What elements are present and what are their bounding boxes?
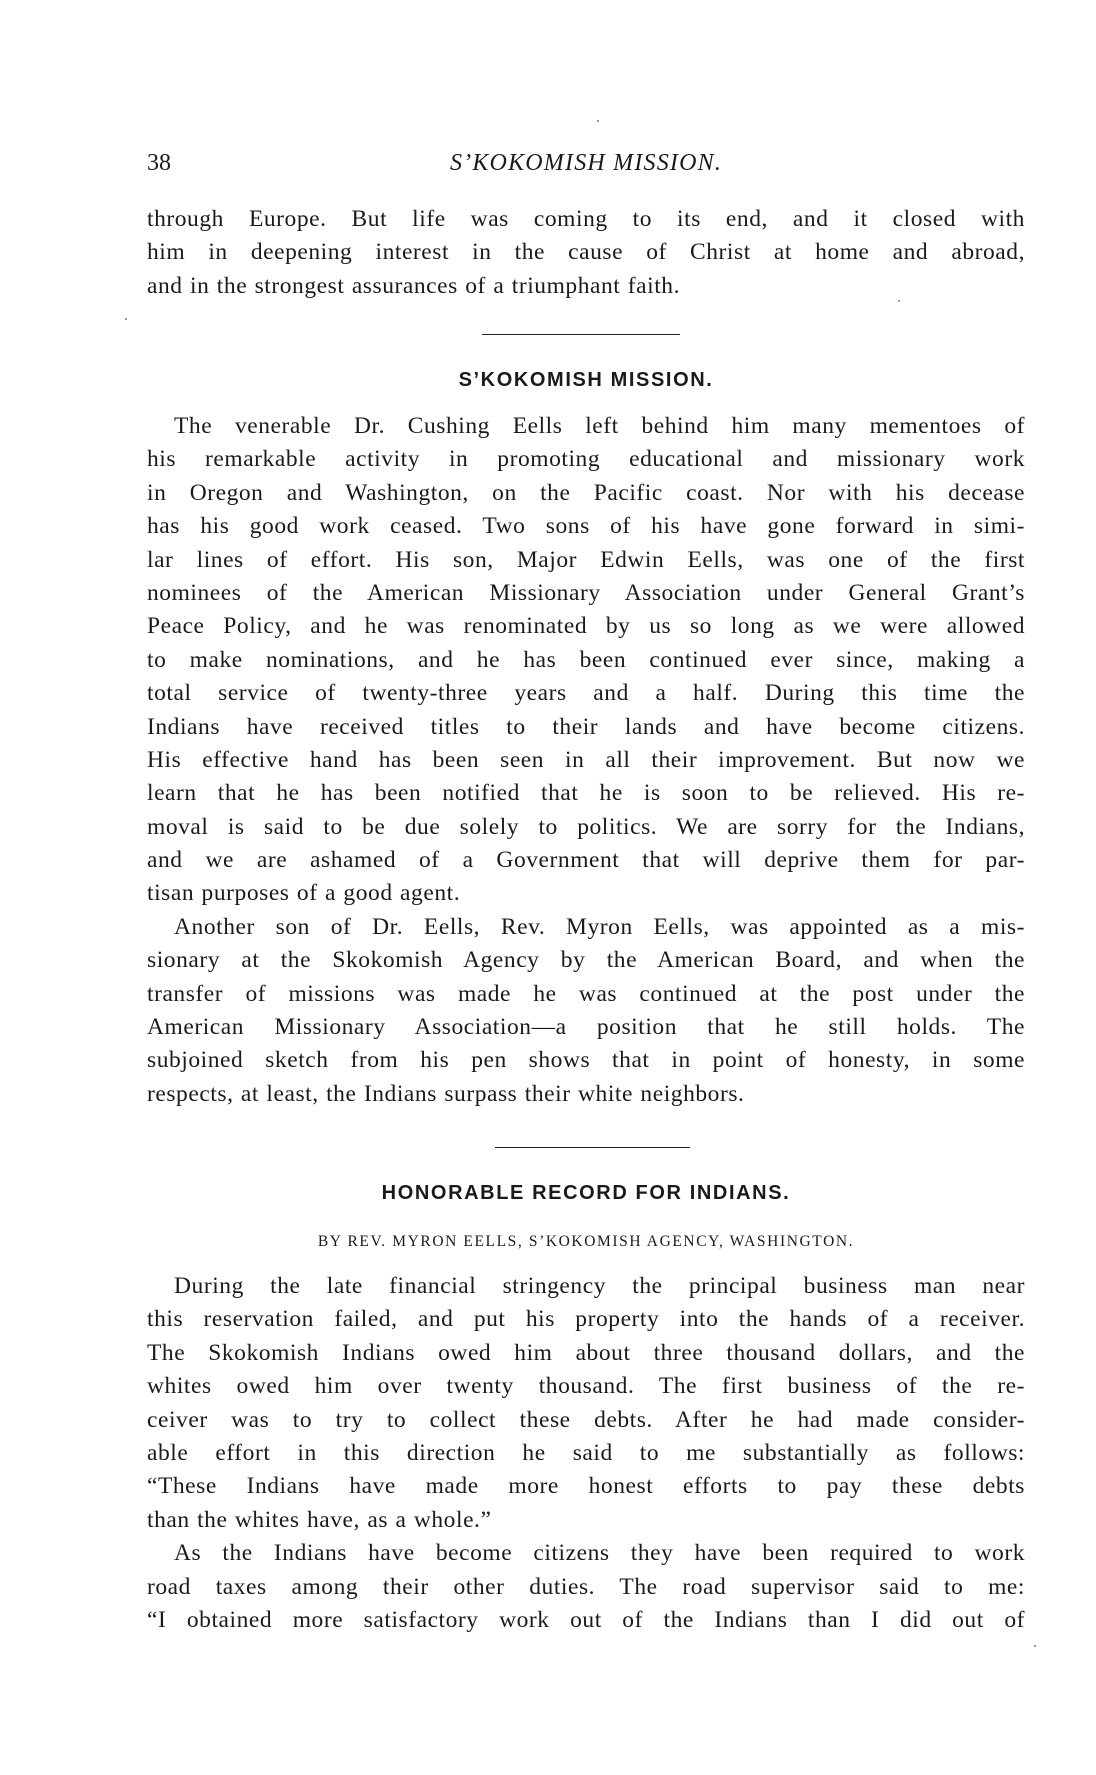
section-heading-honorable-record: HONORABLE RECORD FOR INDIANS.	[381, 1182, 791, 1204]
text-line: “I obtained more satisfactory work out of the Indians than I did out of	[147, 1606, 1025, 1633]
text-line: sionary at the Skokomish Agency by the American Board, and when the	[147, 947, 1025, 974]
text-line: and in the strongest assurances of a triumphant faith.	[147, 272, 681, 299]
text-line: moval is said to be due solely to politics. We are sorry for the Indians,	[147, 813, 1025, 840]
text-line: His effective hand has been seen in all their improvement. But now we	[147, 746, 1025, 773]
text-line: whites owed him over twenty thousand. The first business of the re-	[147, 1373, 1025, 1400]
section-divider	[482, 334, 680, 335]
text-line: his remarkable activity in promoting educational and missionary work	[147, 446, 1025, 473]
text-line: able effort in this direction he said to me substantially as follows:	[147, 1439, 1025, 1466]
scan-speck	[1034, 1645, 1036, 1647]
text-line: this reservation failed, and put his property into the hands of a receiver.	[147, 1306, 1025, 1333]
text-line: Another son of Dr. Eells, Rev. Myron Eells, was appointed as a mis-	[174, 913, 1025, 940]
text-line: total service of twenty-three years and a half. During this time the	[147, 680, 1025, 707]
text-line: transfer of missions was made he was continued at the post under the	[147, 980, 1025, 1007]
text-line: As the Indians have become citizens they have been required to work	[174, 1540, 1025, 1567]
text-line: “These Indians have made more honest efforts to pay these debts	[147, 1473, 1025, 1500]
scan-speck	[898, 300, 900, 302]
section-2-paragraphs	[147, 1270, 1025, 1637]
article-byline: BY REV. MYRON EELLS, S’KOKOMISH AGENCY, WASHINGTON.	[317, 1233, 855, 1250]
text-line: road taxes among their other duties. The road supervisor said to me:	[147, 1573, 1025, 1600]
text-line: The venerable Dr. Cushing Eells left behind him many mementoes of	[174, 413, 1025, 439]
scan-speck	[597, 120, 599, 122]
running-title: S’KOKOMISH MISSION.	[449, 150, 723, 176]
section-1-paragraph-1	[147, 410, 1025, 1111]
text-line: him in deepening interest in the cause of Christ at home and abroad,	[147, 239, 1025, 266]
text-line: to make nominations, and he has been continued ever since, making a	[147, 646, 1025, 673]
text-line: Peace Policy, and he was renominated by us so long as we were allowed	[147, 613, 1025, 640]
text-line: ceiver was to try to collect these debts. After he had made consider-	[147, 1406, 1025, 1433]
text-line: through Europe. But life was coming to its end, and it closed with	[147, 206, 1025, 232]
text-line: learn that he has been notified that he is soon to be relieved. His re-	[147, 780, 1025, 807]
text-line: subjoined sketch from his pen shows that in point of honesty, in some	[147, 1047, 1025, 1074]
page-number: 38	[147, 150, 171, 176]
text-line: tisan purposes of a good agent.	[147, 880, 461, 907]
intro-paragraph	[147, 203, 1025, 303]
running-head	[147, 146, 1025, 180]
text-line: than the whites have, as a whole.”	[147, 1506, 492, 1533]
text-line: respects, at least, the Indians surpass their white neighbors.	[147, 1080, 745, 1107]
section-heading-skokomish-mission: S’KOKOMISH MISSION.	[458, 369, 714, 391]
text-line: has his good work ceased. Two sons of his have gone forward in simi-	[147, 513, 1025, 540]
section-divider	[495, 1147, 690, 1148]
text-line: and we are ashamed of a Government that will deprive them for par-	[147, 847, 1025, 874]
text-line: During the late financial stringency the principal business man near	[174, 1273, 1025, 1299]
text-line: American Missionary Association—a position that he still holds. The	[147, 1014, 1025, 1041]
text-line: lar lines of effort. His son, Major Edwin Eells, was one of the first	[147, 546, 1025, 573]
scan-speck	[125, 318, 127, 320]
text-line: Indians have received titles to their lands and have become citizens.	[147, 713, 1025, 740]
text-line: The Skokomish Indians owed him about three thousand dollars, and the	[147, 1339, 1025, 1366]
text-line: in Oregon and Washington, on the Pacific coast. Nor with his decease	[147, 479, 1025, 506]
text-line: nominees of the American Missionary Association under General Grant’s	[147, 579, 1025, 606]
